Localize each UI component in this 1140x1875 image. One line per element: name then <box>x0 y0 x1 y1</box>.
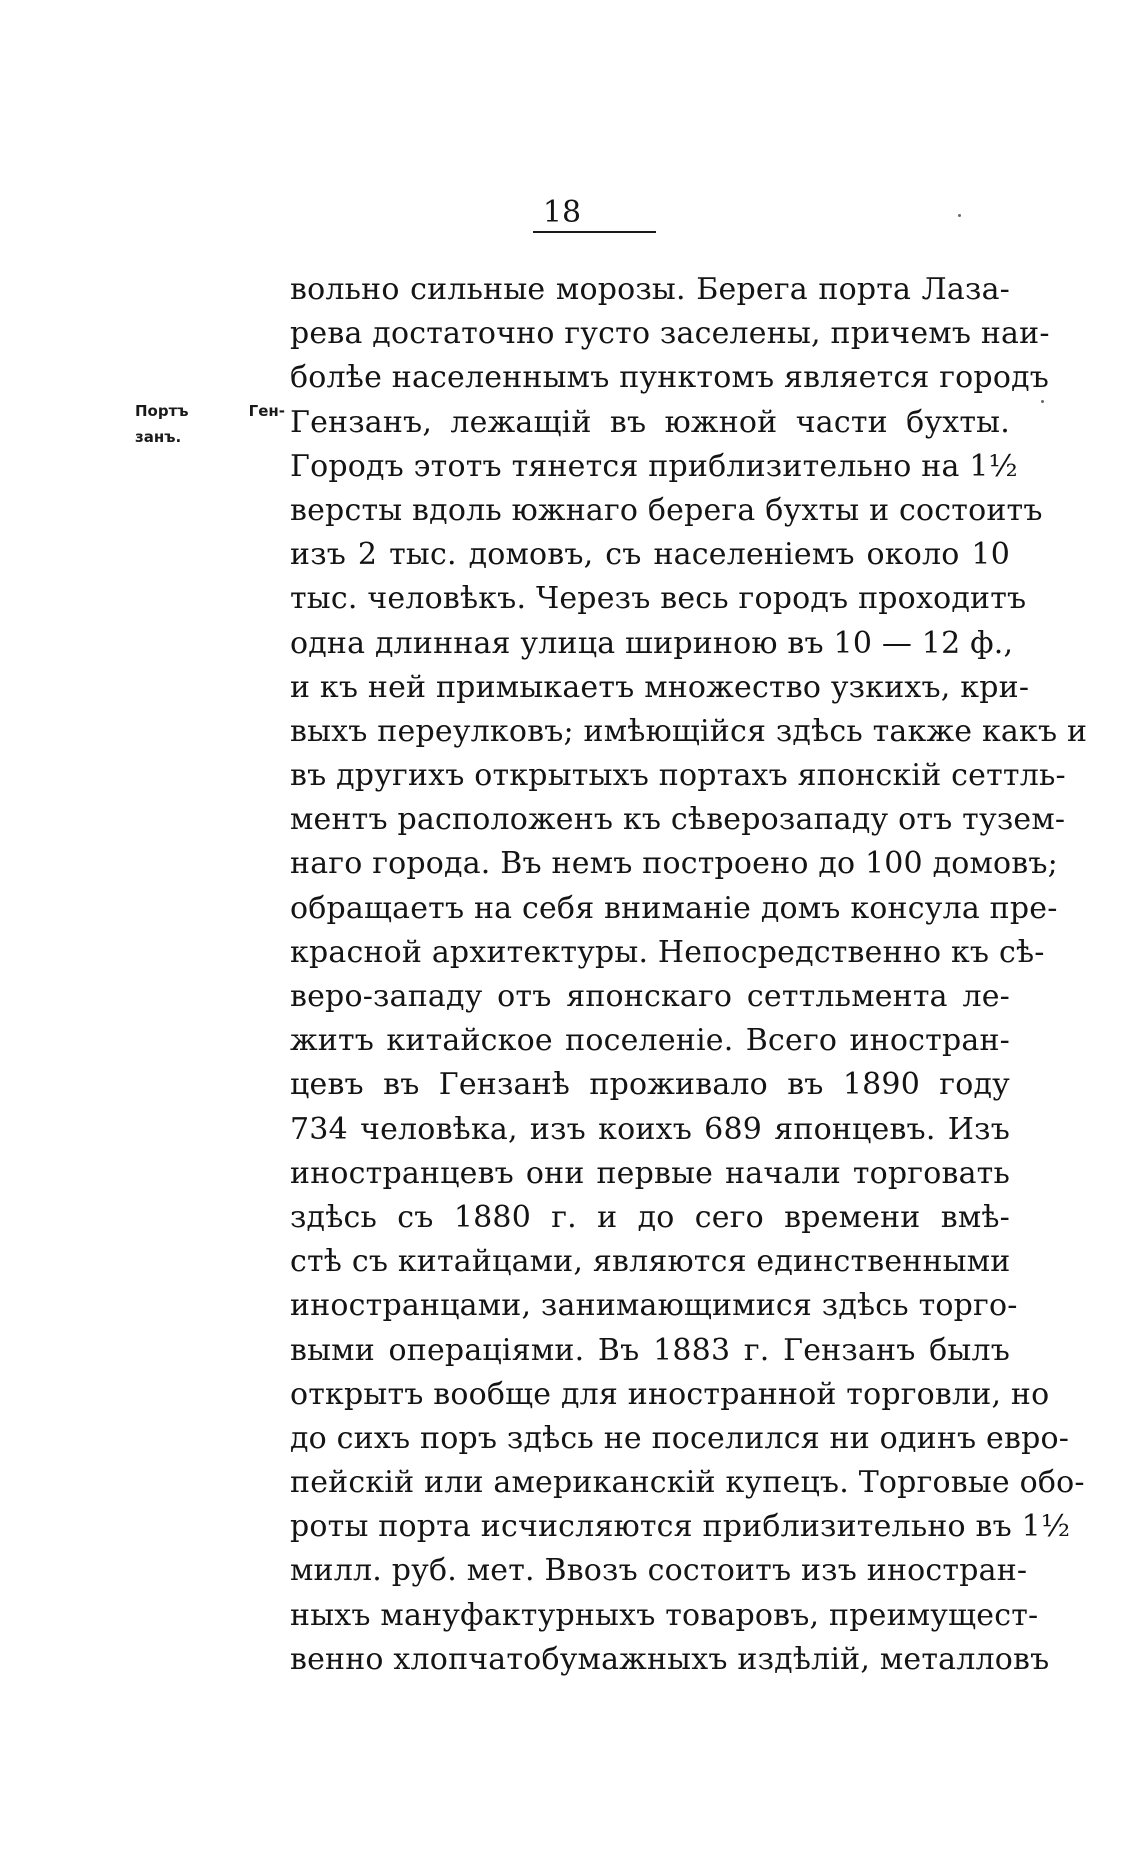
page-number <box>0 196 1140 230</box>
text-line: рева достаточно густо заселены, причемъ наи- <box>290 316 1050 352</box>
text-line: цевъ въ Гензанѣ проживало въ 1890 году <box>290 1067 1010 1103</box>
print-speck <box>958 214 961 217</box>
text-line: 734 человѣка, изъ коихъ 689 японцевъ. Изъ <box>290 1111 1010 1147</box>
margin-note-line-1: Портъ Ген- <box>135 402 285 420</box>
text-line: въ другихъ открытыхъ портахъ японскій сеттль- <box>290 758 1066 794</box>
text-line: здѣсь съ 1880 г. и до сего времени вмѣ- <box>290 1199 1010 1235</box>
text-line: милл. руб. мет. Ввозъ состоитъ изъ иностран- <box>290 1553 1028 1589</box>
text-line: красной архитектуры. Непосредственно къ сѣ- <box>290 934 1045 970</box>
text-line: выми операціями. Въ 1883 г. Гензанъ былъ <box>290 1332 1010 1368</box>
text-line: версты вдоль южнаго берега бухты и состоитъ <box>290 492 1043 528</box>
header-rule <box>533 231 656 233</box>
print-speck <box>1041 400 1044 403</box>
text-line: изъ 2 тыс. домовъ, съ населеніемъ около 10 <box>290 537 1010 573</box>
text-line: роты порта исчисляются приблизительно въ 1½ <box>290 1509 1071 1545</box>
text-line: житъ китайское поселеніе. Всего иностран- <box>290 1023 1010 1059</box>
text-line: болѣе населеннымъ пунктомъ является городъ <box>290 360 1050 396</box>
text-line: тыс. человѣкъ. Черезъ весь городъ проходитъ <box>290 581 1027 617</box>
page-number-text: 18 <box>542 195 582 230</box>
text-line: выхъ переулковъ; имѣющійся здѣсь также какъ и <box>290 713 1088 749</box>
text-line: ныхъ мануфактурныхъ товаровъ, преимущест- <box>290 1597 1039 1633</box>
text-line: веро-западу отъ японскаго сеттльмента ле- <box>290 979 1010 1014</box>
text-line: иностранцевъ они первые начали торговать <box>290 1155 1010 1191</box>
text-line: вольно сильные морозы. Берега порта Лаза- <box>290 272 1010 307</box>
text-line: до сихъ поръ здѣсь не поселился ни одинъ евро- <box>290 1420 1070 1456</box>
text-line: пейскій или американскій купецъ. Торговые обо- <box>290 1465 1085 1501</box>
text-line: одна длинная улица шириною въ 10 — 12 ф., <box>290 625 1014 661</box>
text-line: обращаетъ на себя вниманіе домъ консула пре- <box>290 890 1058 926</box>
body-text <box>290 268 1088 1682</box>
text-line: ментъ расположенъ къ сѣверозападу отъ тузем- <box>290 802 1066 838</box>
text-line: Гензанъ, лежащій въ южной части бухты. <box>290 404 1010 440</box>
text-line: открытъ вообще для иностранной торговли, но <box>290 1376 1050 1412</box>
text-line: Городъ этотъ тянется приблизительно на 1½ <box>290 448 1018 484</box>
text-line: наго города. Въ немъ построено до 100 домовъ; <box>290 846 1058 882</box>
text-line: венно хлопчатобумажныхъ издѣлій, металловъ <box>290 1641 1050 1677</box>
margin-note <box>135 398 285 450</box>
text-line: стѣ съ китайцами, являются единственными <box>290 1244 1011 1280</box>
text-line: и къ ней примыкаетъ множество узкихъ, кри- <box>290 669 1030 705</box>
margin-note-line-2: занъ. <box>135 428 182 446</box>
text-line: иностранцами, занимающимися здѣсь торго- <box>290 1288 1018 1324</box>
